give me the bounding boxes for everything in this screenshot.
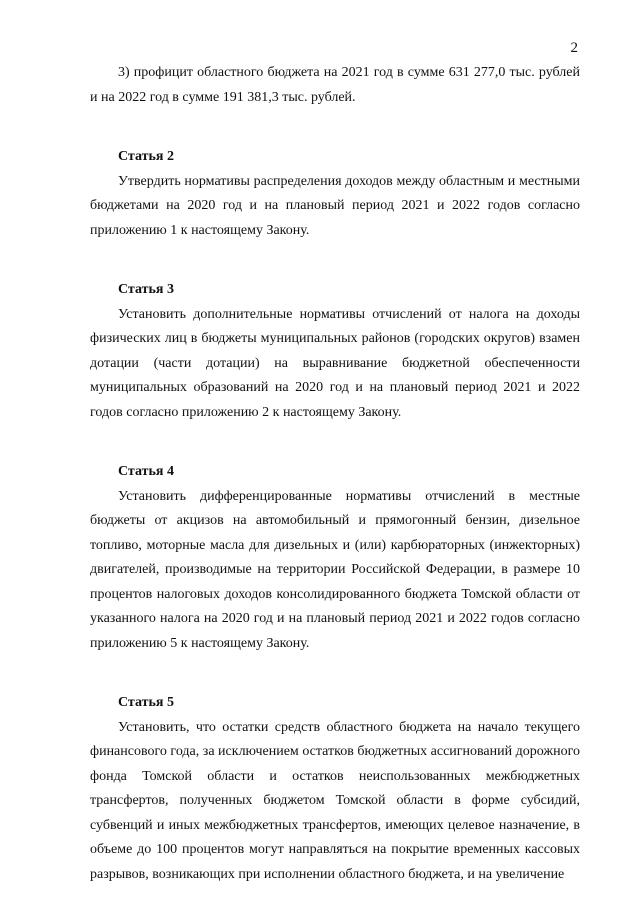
article-5-heading: Статья 5 [118,695,174,710]
article-4-text: Установить дифференцированные нормативы отчислений в местные бюджеты от акцизов на автомобильный и прямогонный бензин, дизельное топливо, моторные масла для дизельных и (или) карбюраторных (инжекторных) двигателей, производимые на территории Российской Федерации, в размере 10 процентов налоговых доходов консолидированного бюджета Томской области от указанного налога на 2020 год и на плановый период 2021 и 2022 годов согласно приложению 5 к настоящему Закону. [90,488,580,651]
article-2-text: Утвердить нормативы распределения доходов между областным и местными бюджетами на 2020 год и на плановый период 2021 и 2022 годов согласно приложению 1 к настоящему Закону. [90,173,580,238]
document-body [90,61,580,887]
page-number: 2 [570,40,578,56]
article-3-heading: Статья 3 [118,282,174,297]
article-4-heading: Статья 4 [118,464,174,479]
article-3-text: Установить дополнительные нормативы отчислений от налога на доходы физических лиц в бюджеты муниципальных районов (городских округов) взамен дотации (части дотации) на выравнивание бюджетной обеспеченности муниципальных образований на 2020 год и на плановый период 2021 и 2022 годов согласно приложению 2 к настоящему Закону. [90,306,580,420]
article-2-heading: Статья 2 [118,149,174,164]
intro-paragraph: 3) профицит областного бюджета на 2021 год в сумме 631 277,0 тыс. рублей и на 2022 год в сумме 191 381,3 тыс. рублей. [90,65,580,105]
article-5-text: Установить, что остатки средств областного бюджета на начало текущего финансового года, за исключением остатков бюджетных ассигнований дорожного фонда Томской области и остатков неиспользованных межбюджетных трансфертов, полученных бюджетом Томской области в форме субсидий, субвенций и иных межбюджетных трансфертов, имеющих целевое назначение, в объеме до 100 процентов могут направляться на покрытие временных кассовых разрывов, возникающих при исполнении областного бюджета, и на увеличение [90,719,580,882]
